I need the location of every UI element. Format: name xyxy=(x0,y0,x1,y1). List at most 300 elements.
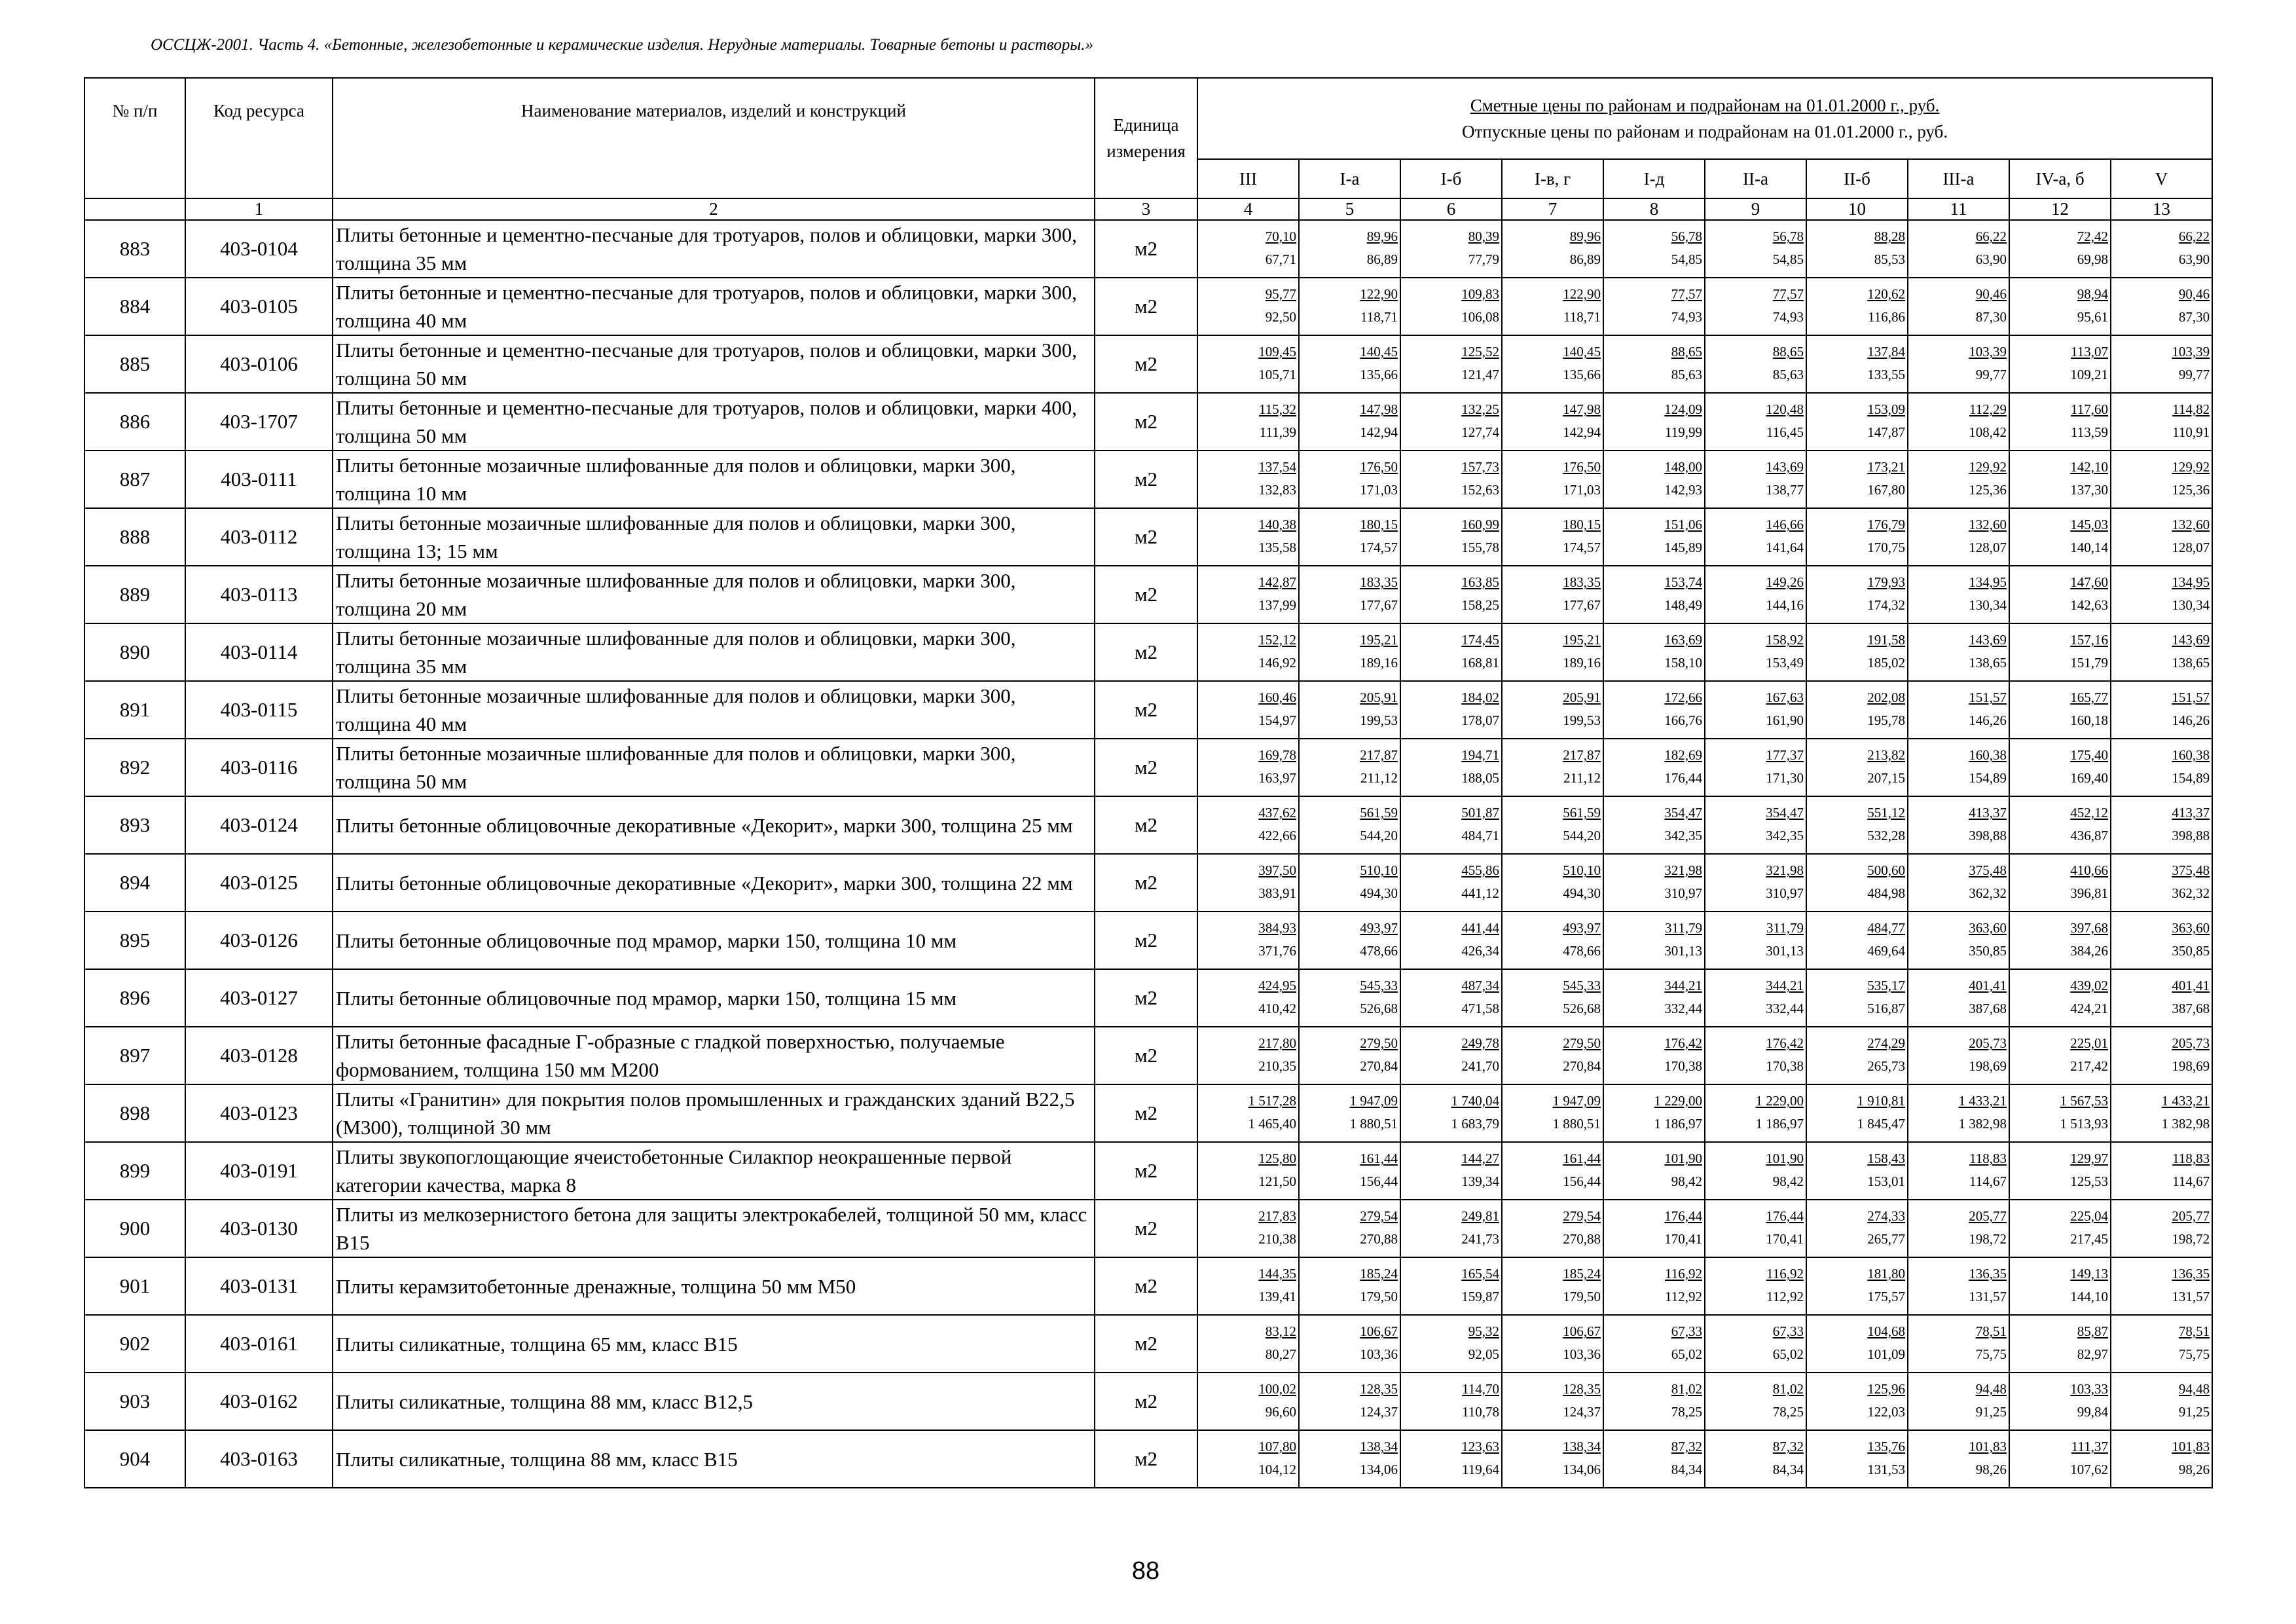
unit-cell: м2 xyxy=(1095,335,1197,393)
release-price: 350,85 xyxy=(2172,943,2210,959)
price-cell xyxy=(1908,1200,2009,1257)
region-header: III-а xyxy=(1908,159,2009,198)
release-price: 101,09 xyxy=(1867,1346,1905,1362)
estimate-price: 182,69 xyxy=(1664,747,1702,763)
estimate-price: 90,46 xyxy=(2178,286,2210,302)
estimate-price: 205,73 xyxy=(1969,1035,2007,1051)
estimate-price: 125,96 xyxy=(1867,1381,1905,1397)
estimate-price: 484,77 xyxy=(1867,920,1905,936)
price-cell xyxy=(1603,1084,1705,1142)
unit-cell: м2 xyxy=(1095,1315,1197,1373)
price-cell xyxy=(1400,796,1502,854)
price-cell xyxy=(1603,681,1705,739)
estimate-price: 1 947,09 xyxy=(1552,1093,1601,1109)
price-cell xyxy=(1502,796,1603,854)
release-price: 1 186,97 xyxy=(1654,1116,1702,1132)
release-price: 170,41 xyxy=(1766,1231,1804,1247)
estimate-price: 123,63 xyxy=(1461,1439,1499,1454)
estimate-price: 145,03 xyxy=(2070,517,2108,532)
region-header: IV-а, б xyxy=(2009,159,2111,198)
estimate-price: 1 433,21 xyxy=(2161,1093,2210,1109)
price-cell xyxy=(1197,220,1299,278)
estimate-price: 114,70 xyxy=(1462,1381,1499,1397)
price-cell xyxy=(1908,739,2009,796)
price-cell xyxy=(1502,220,1603,278)
estimate-price: 134,95 xyxy=(2172,574,2210,590)
table-row xyxy=(84,566,2212,623)
release-price: 67,71 xyxy=(1265,251,1296,267)
release-price: 198,69 xyxy=(2172,1058,2210,1074)
price-cell xyxy=(1705,451,1806,508)
release-price: 128,07 xyxy=(2172,540,2210,555)
release-price: 122,03 xyxy=(1867,1404,1905,1420)
estimate-price: 176,42 xyxy=(1766,1035,1804,1051)
column-number: 13 xyxy=(2111,198,2212,220)
price-cell xyxy=(1806,278,1908,335)
release-price: 494,30 xyxy=(1563,885,1601,901)
estimate-price: 56,78 xyxy=(1772,229,1804,244)
resource-code: 403-0113 xyxy=(185,566,333,623)
price-cell xyxy=(1197,1027,1299,1084)
release-price: 137,30 xyxy=(2070,482,2108,498)
release-price: 142,63 xyxy=(2070,597,2108,613)
price-cell xyxy=(2009,1373,2111,1430)
release-price: 371,76 xyxy=(1258,943,1296,959)
estimate-price: 157,16 xyxy=(2070,632,2108,648)
price-cell xyxy=(1806,1200,1908,1257)
table-row xyxy=(84,1200,2212,1257)
estimate-price: 101,83 xyxy=(2172,1439,2210,1454)
release-price: 207,15 xyxy=(1867,770,1905,786)
release-price: 241,73 xyxy=(1461,1231,1499,1247)
price-cell xyxy=(1299,278,1400,335)
resource-code: 403-0115 xyxy=(185,681,333,739)
column-number: 7 xyxy=(1502,198,1603,220)
estimate-price: 1 567,53 xyxy=(2060,1093,2108,1109)
price-cell xyxy=(2111,681,2212,739)
price-cell xyxy=(1908,1257,2009,1315)
estimate-price: 80,39 xyxy=(1468,229,1499,244)
column-number: 6 xyxy=(1400,198,1502,220)
estimate-price: 132,60 xyxy=(1969,517,2007,532)
release-price: 169,40 xyxy=(2070,770,2108,786)
release-price: 146,92 xyxy=(1258,655,1296,671)
material-name: Плиты из мелкозернистого бетона для защиты электрокабелей, толщиной 50 мм, класс В15 xyxy=(333,1200,1095,1257)
release-price: 95,61 xyxy=(2077,309,2108,325)
release-price: 174,57 xyxy=(1360,540,1398,555)
price-cell xyxy=(1299,1142,1400,1200)
estimate-price: 354,47 xyxy=(1766,805,1804,821)
estimate-price: 103,39 xyxy=(2172,344,2210,360)
release-price: 148,49 xyxy=(1664,597,1702,613)
release-price: 158,25 xyxy=(1461,597,1499,613)
price-cell xyxy=(1603,1142,1705,1200)
estimate-price: 321,98 xyxy=(1664,862,1702,878)
estimate-price: 279,54 xyxy=(1563,1208,1601,1224)
resource-code: 403-0106 xyxy=(185,335,333,393)
price-cell xyxy=(2009,393,2111,451)
row-number: 885 xyxy=(84,335,185,393)
release-price: 104,12 xyxy=(1258,1462,1296,1477)
release-price: 177,67 xyxy=(1563,597,1601,613)
release-price: 74,93 xyxy=(1772,309,1804,325)
price-cell xyxy=(2111,1257,2212,1315)
estimate-price: 149,26 xyxy=(1766,574,1804,590)
resource-code: 403-0127 xyxy=(185,969,333,1027)
release-price: 137,99 xyxy=(1258,597,1296,613)
price-cell xyxy=(1603,1373,1705,1430)
estimate-price: 122,90 xyxy=(1563,286,1601,302)
estimate-price: 67,33 xyxy=(1772,1323,1804,1339)
release-price: 544,20 xyxy=(1360,828,1398,843)
estimate-price: 217,87 xyxy=(1563,747,1601,763)
release-price: 154,89 xyxy=(1969,770,2007,786)
price-cell xyxy=(1502,508,1603,566)
release-price: 92,50 xyxy=(1265,309,1296,325)
estimate-price: 103,33 xyxy=(2070,1381,2108,1397)
release-price: 396,81 xyxy=(2070,885,2108,901)
price-cell xyxy=(1502,1200,1603,1257)
release-price: 170,38 xyxy=(1766,1058,1804,1074)
release-price: 146,26 xyxy=(2172,712,2210,728)
price-cell xyxy=(1197,508,1299,566)
price-cell xyxy=(2111,1200,2212,1257)
price-cell xyxy=(2009,220,2111,278)
price-cell xyxy=(2009,1257,2111,1315)
estimate-price: 176,44 xyxy=(1664,1208,1702,1224)
estimate-price: 117,60 xyxy=(2071,401,2108,417)
release-price: 178,07 xyxy=(1461,712,1499,728)
unit-cell: м2 xyxy=(1095,220,1197,278)
price-cell xyxy=(1299,393,1400,451)
estimate-price: 165,77 xyxy=(2070,690,2108,705)
estimate-price: 180,15 xyxy=(1360,517,1398,532)
estimate-price: 146,66 xyxy=(1766,517,1804,532)
release-price: 118,71 xyxy=(1563,309,1601,325)
release-price: 478,66 xyxy=(1563,943,1601,959)
release-price: 189,16 xyxy=(1360,655,1398,671)
release-price: 98,26 xyxy=(2178,1462,2210,1477)
estimate-price: 100,02 xyxy=(1258,1381,1296,1397)
row-number: 884 xyxy=(84,278,185,335)
unit-cell: м2 xyxy=(1095,278,1197,335)
release-price: 114,67 xyxy=(1969,1173,2007,1189)
release-price: 422,66 xyxy=(1258,828,1296,843)
release-price: 63,90 xyxy=(2178,251,2210,267)
price-cell xyxy=(1400,451,1502,508)
estimate-price: 202,08 xyxy=(1867,690,1905,705)
resource-code: 403-0125 xyxy=(185,854,333,912)
price-cell xyxy=(2111,566,2212,623)
release-price: 146,26 xyxy=(1969,712,2007,728)
price-cell xyxy=(1603,1430,1705,1488)
table-row xyxy=(84,739,2212,796)
material-name: Плиты бетонные облицовочные под мрамор, марки 150, толщина 10 мм xyxy=(333,912,1095,969)
price-cell xyxy=(1603,1257,1705,1315)
price-cell xyxy=(1400,278,1502,335)
price-cell xyxy=(2111,912,2212,969)
release-price: 1 382,98 xyxy=(2161,1116,2210,1132)
price-cell xyxy=(1197,1315,1299,1373)
price-cell xyxy=(2009,508,2111,566)
estimate-price: 493,97 xyxy=(1360,920,1398,936)
price-cell xyxy=(1908,220,2009,278)
release-price: 54,85 xyxy=(1772,251,1804,267)
resource-code: 403-0105 xyxy=(185,278,333,335)
release-price: 1 513,93 xyxy=(2060,1116,2108,1132)
release-price: 54,85 xyxy=(1671,251,1702,267)
estimate-price: 1 433,21 xyxy=(1958,1093,2007,1109)
resource-code: 403-1707 xyxy=(185,393,333,451)
price-cell xyxy=(2009,566,2111,623)
estimate-price: 151,57 xyxy=(2172,690,2210,705)
release-price: 132,83 xyxy=(1258,482,1296,498)
unit-cell: м2 xyxy=(1095,566,1197,623)
price-cell xyxy=(1502,969,1603,1027)
estimate-price: 136,35 xyxy=(2172,1266,2210,1282)
price-cell xyxy=(1908,278,2009,335)
price-cell xyxy=(1806,393,1908,451)
release-price: 134,06 xyxy=(1360,1462,1398,1477)
price-cell xyxy=(1705,912,1806,969)
estimate-price: 143,69 xyxy=(1766,459,1804,475)
release-price: 99,77 xyxy=(2178,367,2210,382)
estimate-price: 500,60 xyxy=(1867,862,1905,878)
estimate-price: 413,37 xyxy=(1969,805,2007,821)
document-header: ОССЦЖ-2001. Часть 4. «Бетонные, железобетонные и керамические изделия. Нерудные материалы. Товарные бетоны и растворы.» xyxy=(151,36,1093,54)
column-number: 10 xyxy=(1806,198,1908,220)
release-price: 410,42 xyxy=(1258,1001,1296,1016)
release-price: 91,25 xyxy=(1975,1404,2007,1420)
release-price: 125,36 xyxy=(1969,482,2007,498)
price-cell xyxy=(1806,1084,1908,1142)
table-row xyxy=(84,681,2212,739)
estimate-price: 185,24 xyxy=(1563,1266,1601,1282)
estimate-price: 163,85 xyxy=(1461,574,1499,590)
estimate-price: 98,94 xyxy=(2077,286,2108,302)
price-cell xyxy=(1908,854,2009,912)
release-price: 84,34 xyxy=(1772,1462,1804,1477)
estimate-price: 107,80 xyxy=(1258,1439,1296,1454)
release-price: 174,57 xyxy=(1563,540,1601,555)
price-cell xyxy=(1197,739,1299,796)
release-price: 469,64 xyxy=(1867,943,1905,959)
resource-code: 403-0191 xyxy=(185,1142,333,1200)
estimate-price: 153,74 xyxy=(1664,574,1702,590)
estimate-price: 274,33 xyxy=(1867,1208,1905,1224)
price-cell xyxy=(1400,1200,1502,1257)
price-cell xyxy=(1603,796,1705,854)
price-cell xyxy=(1299,1430,1400,1488)
price-cell xyxy=(1806,912,1908,969)
release-price: 176,44 xyxy=(1664,770,1702,786)
estimate-price: 561,59 xyxy=(1563,805,1601,821)
price-cell xyxy=(1908,1315,2009,1373)
price-cell xyxy=(1400,1257,1502,1315)
price-cell xyxy=(2009,335,2111,393)
estimate-price: 176,50 xyxy=(1360,459,1398,475)
price-cell xyxy=(1705,796,1806,854)
release-price: 532,28 xyxy=(1867,828,1905,843)
page-number: 88 xyxy=(1131,1557,1160,1585)
price-cell xyxy=(1400,969,1502,1027)
estimate-price: 561,59 xyxy=(1360,805,1398,821)
price-cell xyxy=(1908,566,2009,623)
release-price: 170,75 xyxy=(1867,540,1905,555)
release-price: 118,71 xyxy=(1360,309,1398,325)
release-price: 387,68 xyxy=(1969,1001,2007,1016)
price-cell xyxy=(1705,623,1806,681)
price-cell xyxy=(1806,1315,1908,1373)
price-cell xyxy=(1806,451,1908,508)
resource-code: 403-0123 xyxy=(185,1084,333,1142)
estimate-price: 83,12 xyxy=(1265,1323,1296,1339)
release-price: 139,41 xyxy=(1258,1289,1296,1304)
estimate-price: 160,38 xyxy=(2172,747,2210,763)
estimate-price: 153,09 xyxy=(1867,401,1905,417)
release-price: 436,87 xyxy=(2070,828,2108,843)
estimate-price: 439,02 xyxy=(2070,978,2108,993)
price-cell xyxy=(1299,451,1400,508)
estimate-price: 95,32 xyxy=(1468,1323,1499,1339)
release-price: 99,84 xyxy=(2077,1404,2108,1420)
estimate-price: 1 740,04 xyxy=(1451,1093,1499,1109)
release-price: 87,30 xyxy=(1975,309,2007,325)
table-row xyxy=(84,451,2212,508)
header-prices-release: Отпускные цены по районам и подрайонам на 01.01.2000 г., руб. xyxy=(1461,122,1948,141)
estimate-price: 120,62 xyxy=(1867,286,1905,302)
price-cell xyxy=(1197,623,1299,681)
price-cell xyxy=(1705,1084,1806,1142)
row-number: 903 xyxy=(84,1373,185,1430)
estimate-price: 172,66 xyxy=(1664,690,1702,705)
price-cell xyxy=(1197,1430,1299,1488)
estimate-price: 176,79 xyxy=(1867,517,1905,532)
estimate-price: 94,48 xyxy=(2178,1381,2210,1397)
release-price: 130,34 xyxy=(2172,597,2210,613)
estimate-price: 217,80 xyxy=(1258,1035,1296,1051)
estimate-price: 1 910,81 xyxy=(1857,1093,1905,1109)
release-price: 270,84 xyxy=(1563,1058,1601,1074)
release-price: 144,10 xyxy=(2070,1289,2108,1304)
unit-cell: м2 xyxy=(1095,681,1197,739)
estimate-price: 77,57 xyxy=(1772,286,1804,302)
price-cell xyxy=(1197,393,1299,451)
table-row xyxy=(84,1430,2212,1488)
release-price: 75,75 xyxy=(1975,1346,2007,1362)
release-price: 159,87 xyxy=(1461,1289,1499,1304)
release-price: 133,55 xyxy=(1867,367,1905,382)
release-price: 85,63 xyxy=(1671,367,1702,382)
price-cell xyxy=(1705,1373,1806,1430)
estimate-price: 101,83 xyxy=(1969,1439,2007,1454)
material-name: Плиты керамзитобетонные дренажные, толщина 50 мм М50 xyxy=(333,1257,1095,1315)
price-cell xyxy=(1603,451,1705,508)
row-number: 904 xyxy=(84,1430,185,1488)
estimate-price: 132,60 xyxy=(2172,517,2210,532)
price-cell xyxy=(2111,623,2212,681)
price-cell xyxy=(2009,623,2111,681)
release-price: 116,45 xyxy=(1766,424,1804,440)
price-cell xyxy=(1502,681,1603,739)
unit-cell: м2 xyxy=(1095,623,1197,681)
price-cell xyxy=(2111,1373,2212,1430)
unit-cell: м2 xyxy=(1095,1373,1197,1430)
price-cell xyxy=(1299,1084,1400,1142)
release-price: 78,25 xyxy=(1671,1404,1702,1420)
release-price: 131,53 xyxy=(1867,1462,1905,1477)
price-cell xyxy=(1502,1257,1603,1315)
price-cell xyxy=(1400,1430,1502,1488)
release-price: 124,37 xyxy=(1360,1404,1398,1420)
price-cell xyxy=(2009,854,2111,912)
price-cell xyxy=(1908,393,2009,451)
estimate-price: 95,77 xyxy=(1265,286,1296,302)
price-cell xyxy=(1806,508,1908,566)
estimate-price: 160,38 xyxy=(1969,747,2007,763)
release-price: 138,65 xyxy=(1969,655,2007,671)
column-number: 4 xyxy=(1197,198,1299,220)
estimate-price: 195,21 xyxy=(1360,632,1398,648)
estimate-price: 169,78 xyxy=(1258,747,1296,763)
price-cell xyxy=(1603,623,1705,681)
price-cell xyxy=(1502,1373,1603,1430)
table-body xyxy=(84,220,2212,1488)
price-cell xyxy=(2009,739,2111,796)
price-cell xyxy=(1705,969,1806,1027)
unit-cell: м2 xyxy=(1095,796,1197,854)
row-number: 888 xyxy=(84,508,185,566)
price-cell xyxy=(1502,1027,1603,1084)
price-cell xyxy=(2111,393,2212,451)
estimate-price: 160,46 xyxy=(1258,690,1296,705)
unit-cell: м2 xyxy=(1095,451,1197,508)
price-cell xyxy=(2009,451,2111,508)
resource-code: 403-0124 xyxy=(185,796,333,854)
price-cell xyxy=(1197,335,1299,393)
region-header: II-б xyxy=(1806,159,1908,198)
estimate-price: 81,02 xyxy=(1772,1381,1804,1397)
price-cell xyxy=(2009,912,2111,969)
price-cell xyxy=(1908,681,2009,739)
release-price: 138,65 xyxy=(2172,655,2210,671)
release-price: 142,94 xyxy=(1563,424,1601,440)
price-cell xyxy=(1705,220,1806,278)
price-cell xyxy=(1908,451,2009,508)
estimate-price: 185,24 xyxy=(1360,1266,1398,1282)
release-price: 484,71 xyxy=(1461,828,1499,843)
estimate-price: 101,90 xyxy=(1664,1151,1702,1166)
release-price: 270,88 xyxy=(1360,1231,1398,1247)
release-price: 98,42 xyxy=(1671,1173,1702,1189)
unit-cell: м2 xyxy=(1095,1084,1197,1142)
price-cell xyxy=(2009,1027,2111,1084)
price-cell xyxy=(1197,912,1299,969)
price-cell xyxy=(2009,1200,2111,1257)
estimate-price: 452,12 xyxy=(2070,805,2108,821)
price-cell xyxy=(1502,393,1603,451)
material-name: Плиты бетонные облицовочные под мрамор, марки 150, толщина 15 мм xyxy=(333,969,1095,1027)
row-number: 899 xyxy=(84,1142,185,1200)
price-cell xyxy=(1705,739,1806,796)
estimate-price: 134,95 xyxy=(1969,574,2007,590)
price-cell xyxy=(2111,739,2212,796)
estimate-price: 112,29 xyxy=(1969,401,2007,417)
estimate-price: 437,62 xyxy=(1258,805,1296,821)
release-price: 121,47 xyxy=(1461,367,1499,382)
resource-code: 403-0128 xyxy=(185,1027,333,1084)
release-price: 170,38 xyxy=(1664,1058,1702,1074)
